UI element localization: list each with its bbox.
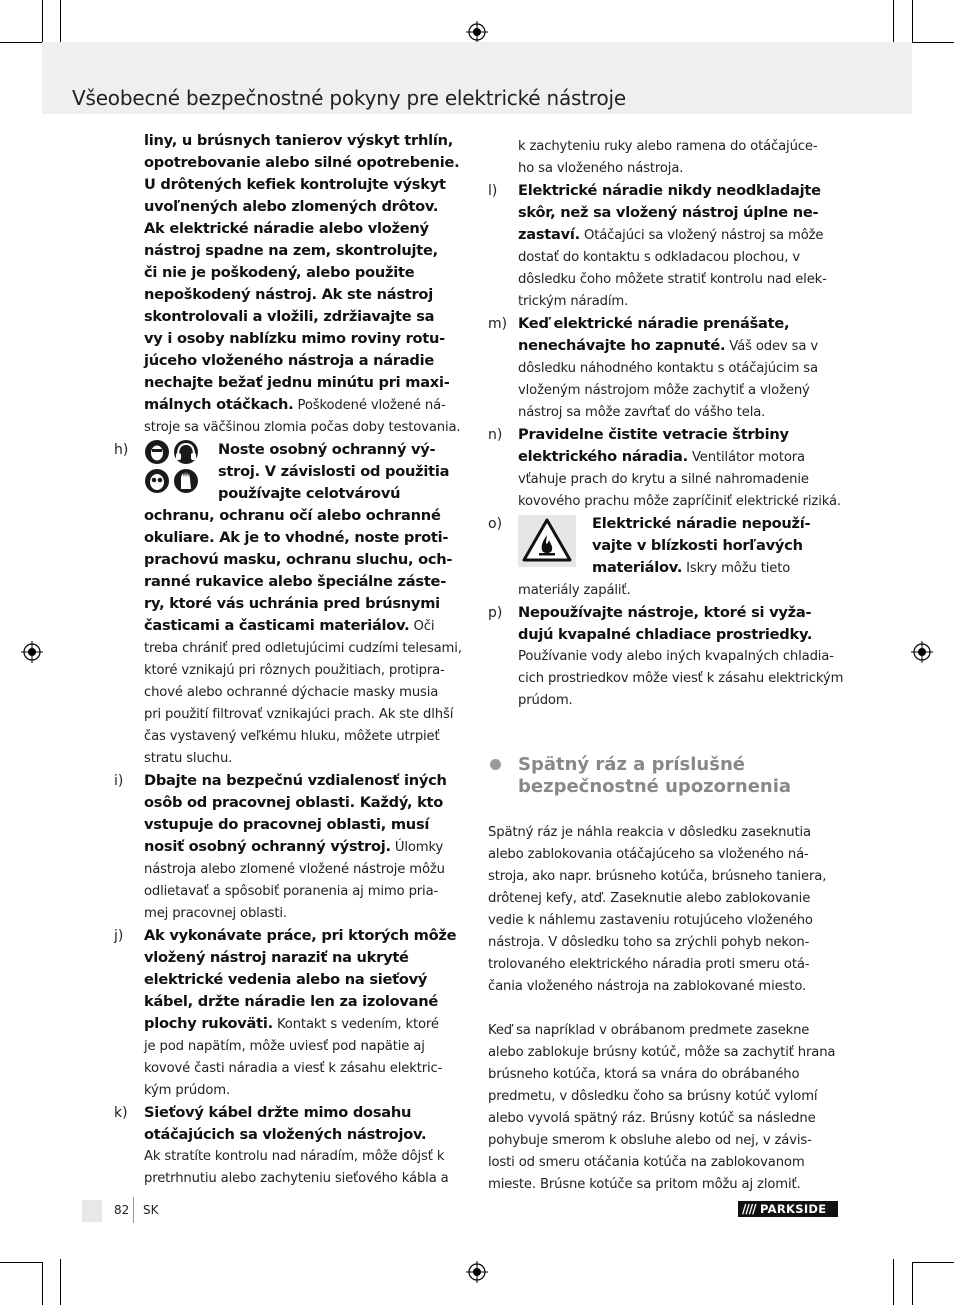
section-heading	[488, 754, 840, 798]
text-line: treba chrániť pred odletujúcimi cudzími telesami,	[144, 641, 462, 656]
registration-mark-icon	[466, 21, 488, 43]
text-line: mieste. Brúsne kotúče sa pritom môžu aj zlomiť.	[488, 1177, 801, 1192]
text-line: nechajte bežať jednu minútu pri maxi-	[144, 374, 450, 391]
text-line: používajte celotvárovú	[218, 485, 401, 502]
text-line: ranné rukavice alebo špeciálne záste-	[144, 573, 447, 590]
text-line: Ak elektrické náradie alebo vložený	[144, 220, 429, 237]
item-m	[488, 313, 840, 424]
crop-mark	[60, 1259, 61, 1305]
text-line: liny, u brúsnych tanierov výskyt trhlín,	[144, 132, 454, 149]
text-line: júceho vloženého nástroja a náradie	[144, 352, 435, 369]
ppe-icons	[144, 439, 200, 495]
text-line: vy i osoby nablízku mimo roviny rotu-	[144, 330, 445, 347]
item-marker: p)	[488, 605, 503, 621]
goggles-icon	[145, 469, 169, 493]
text-line: plochy rukoväti. Kontakt s vedením, ktoré	[144, 1015, 439, 1032]
flammable-warning-icon	[518, 515, 576, 567]
text-line: opotrebovanie alebo silné opotrebenie.	[144, 154, 460, 171]
text-line: Elektrické náradie nikdy neodkladajte	[518, 182, 821, 199]
text-line: stroje sa väčšinou zlomia počas doby testovania.	[144, 420, 461, 435]
text-line: či nie je poškodený, alebo použite	[144, 264, 415, 281]
text-line: nástroja alebo zlomené vložené nástroje môžu	[144, 862, 445, 877]
gloves-icon	[174, 469, 198, 493]
text-line: ho sa vloženého nástroja.	[518, 161, 684, 176]
text-line: alebo zablokuje brúsny kotúč, môže sa zachytiť hrana	[488, 1045, 836, 1060]
item-marker: i)	[114, 773, 124, 789]
crop-mark	[42, 0, 43, 42]
logo-text: PARKSIDE	[760, 1202, 827, 1216]
item-marker: h)	[114, 442, 129, 458]
text-line: materiálov. Iskry môžu tieto	[592, 559, 791, 576]
text-line: ochranu, ochranu očí alebo ochranné	[144, 507, 441, 524]
crop-mark	[893, 0, 894, 46]
text-line: Nepoužívajte nástroje, ktoré si vyža-	[518, 604, 812, 621]
text-line: vstupuje do pracovnej oblasti, musí	[144, 816, 430, 833]
item-k-continuation	[488, 136, 840, 180]
text-line: osôb od pracovnej oblasti. Každý, kto	[144, 794, 444, 811]
registration-mark-icon	[911, 641, 933, 663]
text-line: vložený nástroj naraziť na ukryté	[144, 949, 409, 966]
text-line: nástroja. V dôsledku toho sa zrýchli pohyb nekon-	[488, 935, 810, 950]
text-line: elektrického náradia. Ventilátor motora	[518, 448, 805, 465]
text-line: Elektrické náradie nepouží-	[592, 515, 811, 532]
item-n	[488, 424, 840, 513]
crop-mark	[42, 1262, 43, 1305]
text-line: Keď elektrické náradie prenášate,	[518, 315, 790, 332]
item-l	[488, 180, 840, 313]
text-line: Spätný ráz je náhla reakcia v dôsledku zaseknutia	[488, 825, 811, 840]
text-line: vedie k náhlemu zastaveniu rotujúceho vloženého	[488, 913, 813, 928]
text-line: čania vloženého nástroja na zablokované miesto.	[488, 979, 807, 994]
language-code: SK	[143, 1203, 159, 1217]
crop-mark	[912, 1262, 913, 1305]
heading-line: Spätný ráz a príslušné	[518, 754, 745, 775]
face-shield-icon	[145, 440, 169, 464]
page-number: 82	[114, 1203, 130, 1217]
item-marker: o)	[488, 516, 503, 532]
text-line: alebo vyvolá spätný ráz. Brúsny kotúč sa následne	[488, 1111, 816, 1126]
text-line: ry, ktoré vás uchránia pred brúsnymi	[144, 595, 440, 612]
text-line: pri použití filtrovať vznikajúci prach. Ak ste dlhší	[144, 707, 454, 722]
text-line: pohybuje smerom k obsluhe alebo od nej, v závis-	[488, 1133, 812, 1148]
text-line: dostať do kontaktu s odkladacou plochou, v	[518, 250, 800, 265]
brand-logo	[738, 1201, 838, 1217]
footer-divider	[133, 1197, 134, 1223]
item-marker: m)	[488, 316, 508, 332]
text-line: Keď sa napríklad v obrábanom predmete zasekne	[488, 1023, 810, 1038]
text-line: Pravidelne čistite vetracie štrbiny	[518, 426, 789, 443]
text-line: elektrické vedenia alebo na sieťový	[144, 971, 428, 988]
text-line: U drôtených kefiek kontrolujte výskyt	[144, 176, 446, 193]
ear-protection-icon	[174, 440, 198, 464]
text-line: prúdom.	[518, 693, 573, 708]
text-line: skontrolovali a vložili, zdržiavajte sa	[144, 308, 435, 325]
text-line: alebo zablokovania otáčajúceho sa vloženého ná-	[488, 847, 809, 862]
text-line: dôsledku čoho môžete stratiť kontrolu nad elek-	[518, 272, 827, 287]
item-o	[488, 513, 840, 602]
text-line: je pod napätím, môže uviesť pod napätie aj	[144, 1039, 425, 1054]
text-line: k zachyteniu ruky alebo ramena do otáčajúce-	[518, 139, 818, 154]
text-line: drôtenej kefy, atď. Zaseknutie alebo zablokovanie	[488, 891, 811, 906]
bullet-icon	[490, 759, 501, 770]
paragraph	[488, 1020, 840, 1196]
text-line: pretrhnutiu alebo zachyteniu sieťového kábla a	[144, 1171, 449, 1186]
crop-mark	[0, 42, 42, 43]
text-line: stroja, ako napr. brúsneho kotúča, brúsneho taniera,	[488, 869, 827, 884]
text-line: vťahuje prach do krytu a silné nahromadenie	[518, 472, 809, 487]
text-line: otáčajúcich sa vložených nástrojov.	[144, 1126, 427, 1143]
item-marker: l)	[488, 183, 498, 199]
right-column	[488, 136, 844, 1196]
text-line: trickým náradím.	[518, 294, 629, 309]
text-line: Ak stratíte kontrolu nad náradím, môže dôjsť k	[144, 1149, 445, 1164]
text-line: nástroj spadne na zem, skontrolujte,	[144, 242, 438, 259]
text-line: vajte v blízkosti horľavých	[592, 537, 803, 554]
text-line: predmetu, v dôsledku čoho sa brúsny kotúč vylomí	[488, 1089, 818, 1104]
text-line: cich prostriedkov môže viesť k zásahu elektrickým	[518, 671, 844, 686]
text-line: skôr, než sa vložený nástroj úplne ne-	[518, 204, 819, 221]
text-line: uvoľnených alebo zlomených drôtov.	[144, 198, 439, 215]
registration-mark-icon	[21, 641, 43, 663]
text-line: stroj. V závislosti od použitia	[218, 463, 450, 480]
footer-tab	[82, 1200, 102, 1222]
item-j	[114, 925, 466, 1102]
text-line: materiály zapáliť.	[518, 583, 631, 598]
item-i	[114, 770, 466, 925]
text-line: čas vystavený veľkému hluku, môžete utrpieť	[144, 729, 440, 744]
text-line: nepoškodený nástroj. Ak ste nástroj	[144, 286, 433, 303]
text-line: kovové časti náradia a viesť k zásahu elektric-	[144, 1061, 443, 1076]
text-line: brúsneho kotúča, ktorá sa vnára do obrábaného	[488, 1067, 800, 1082]
text-line: ktoré vznikajú pri rôznych použitiach, protipra-	[144, 663, 445, 678]
text-line: okuliare. Ak je to vhodné, noste proti-	[144, 529, 449, 546]
item-marker: n)	[488, 427, 503, 443]
crop-mark	[912, 0, 913, 42]
text-line: kovového prachu môže zapríčiniť elektrické riziká.	[518, 494, 841, 509]
crop-mark	[912, 42, 954, 43]
text-line: kým prúdom.	[144, 1083, 230, 1098]
text-line: Noste osobný ochranný vý-	[218, 441, 436, 458]
text-line: losti od smeru otáčania kotúča na zablokovanom	[488, 1155, 805, 1170]
crop-mark	[60, 0, 61, 46]
paragraph	[488, 822, 840, 998]
left-column	[114, 130, 466, 1190]
text-line: nenechávajte ho zapnuté. Váš odev sa v	[518, 337, 818, 354]
text-line: dujú kvapalné chladiace prostriedky.	[518, 626, 813, 643]
text-line: trolovaného elektrického náradia proti smeru otá-	[488, 957, 810, 972]
text-line: mej pracovnej oblasti.	[144, 906, 287, 921]
text-line: Ak vykonávate práce, pri ktorých môže	[144, 927, 457, 944]
logo-stripes: ////	[742, 1202, 756, 1216]
text-line: nosiť osobný ochranný výstroj. Úlomky	[144, 838, 444, 855]
text-line: málnych otáčkach. Poškodené vložené ná-	[144, 396, 446, 413]
heading-line: bezpečnostné upozornenia	[518, 776, 792, 797]
text-line: zastaví. Otáčajúci sa vložený nástroj sa môže	[518, 226, 824, 243]
text-line: Dbajte na bezpečnú vzdialenosť iných	[144, 772, 447, 789]
text-line: chové alebo ochranné dýchacie masky musia	[144, 685, 439, 700]
text-line: nástroj sa môže zavŕtať do vášho tela.	[518, 405, 766, 420]
registration-mark-icon	[466, 1261, 488, 1283]
text-line: dôsledku náhodného kontaktu s otáčajúcim sa	[518, 361, 818, 376]
text-line: stratu sluchu.	[144, 751, 233, 766]
item-h	[114, 439, 466, 770]
text-line: odlietavať a spôsobiť poranenia aj mimo pria-	[144, 884, 439, 899]
crop-mark	[912, 1262, 954, 1263]
item-g-continuation	[114, 130, 466, 439]
crop-mark	[893, 1259, 894, 1305]
item-marker: k)	[114, 1105, 128, 1121]
text-line: Sieťový kábel držte mimo dosahu	[144, 1104, 412, 1121]
item-marker: j)	[114, 928, 124, 944]
text-line: prachovú masku, ochranu sluchu, och-	[144, 551, 453, 568]
text-line: časticami a časticami materiálov. Oči	[144, 617, 435, 634]
text-line: vloženým nástrojom môže zachytiť a vložený	[518, 383, 810, 398]
item-p	[488, 602, 844, 712]
page-title: Všeobecné bezpečnostné pokyny pre elektrické nástroje	[72, 86, 626, 110]
text-line: Používanie vody alebo iných kvapalných chladia-	[518, 649, 834, 664]
crop-mark	[0, 1262, 42, 1263]
item-k	[114, 1102, 466, 1190]
text-line: kábel, držte náradie len za izolované	[144, 993, 439, 1010]
